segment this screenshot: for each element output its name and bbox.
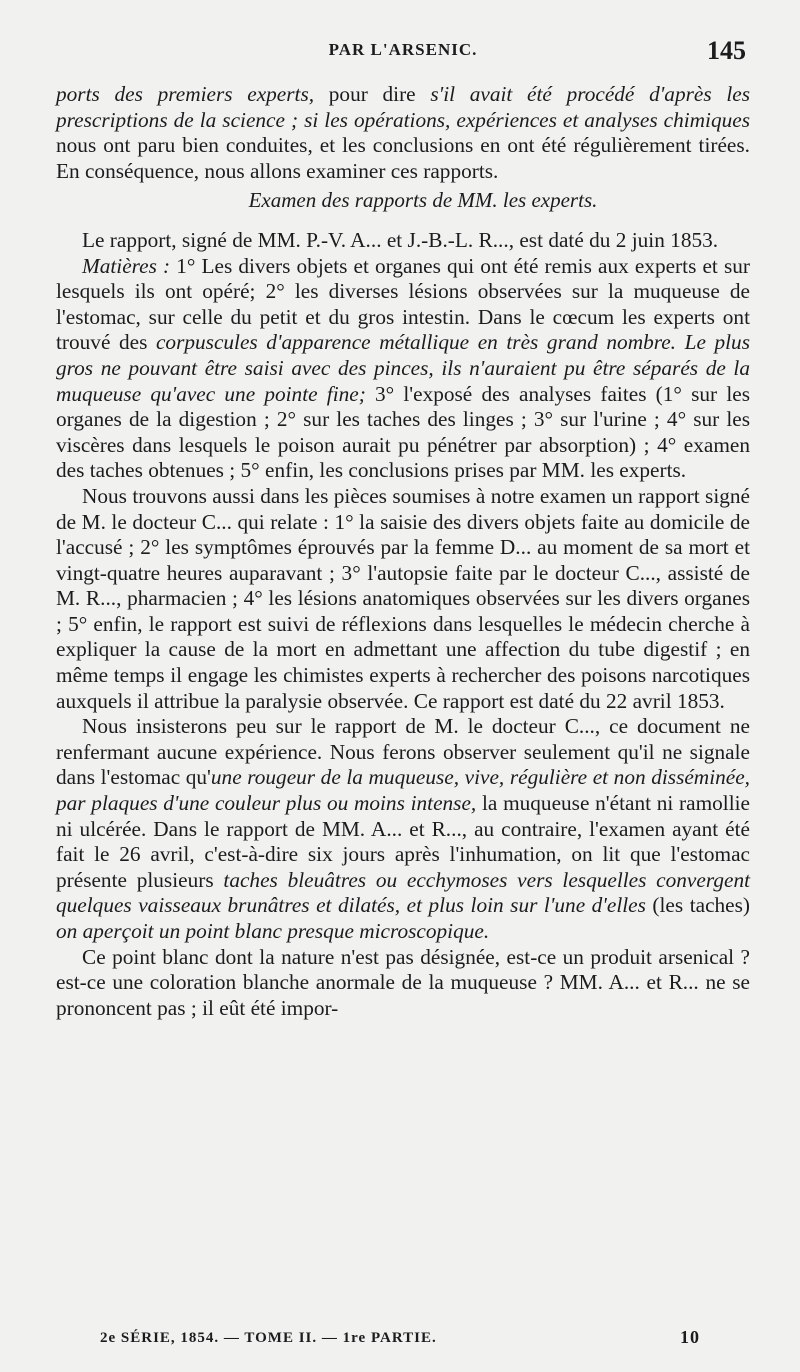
- italic-text-segment: taches bleuâtres ou ecchymoses vers lesquelles convergent quelques vaisseaux brunâtres et dilatés, et plus loin sur l'une d'elles: [56, 867, 751, 918]
- text-segment: Nous trouvons aussi dans les pièces soumises à notre examen un rapport signé de M. le docteur C... qui relate : 1° la saisie des divers objets faite au domicile de l'accusé ; 2° les symptômes éprouvés par la femme D... au moment de sa mort et vingt-quatre heures auparavant ; 3° l'autopsie faite par le docteur C..., assisté de M. R..., pharmacien ; 4° les lésions anatomiques observées sur les divers organes ; 5° enfin, le rapport est suivi de réflexions dans lesquelles le médecin cherche à expliquer la cause de la mort en admettant une affection du tube digestif ; en même temps il engage les chimistes experts à rechercher des poisons narcotiques auxquels il attribue la paralysie observée. Ce rapport est daté du 22 avril 1853.: [56, 483, 750, 713]
- running-title: PAR L'ARSENIC.: [328, 40, 478, 59]
- paragraph: [56, 228, 750, 254]
- text-segment: nous ont paru bien conduites, et les conclusions en ont été régulièrement tirées. En conséquence, nous allons examiner ces rapports.: [56, 133, 750, 183]
- main-paragraphs: [56, 228, 750, 1021]
- italic-text-segment: ports des premiers experts,: [56, 82, 315, 106]
- paragraph: [56, 484, 750, 714]
- opening-paragraphs: [56, 82, 750, 184]
- text-segment: Le rapport, signé de MM. P.-V. A... et J.-B.-L. R..., est daté du 2 juin 1853.: [82, 227, 719, 252]
- section-heading: Examen des rapports de MM. les experts.: [248, 188, 598, 213]
- paragraph: [56, 945, 750, 1022]
- italic-text-segment: une rougeur de la muqueuse, vive, régulière et non disséminée, par plaques d'une couleur plus ou moins intense,: [56, 765, 750, 816]
- italic-text-segment: s'il avait été procédé d'après les prescriptions de la science ; si les opérations, expériences et analyses chimiques: [56, 82, 750, 132]
- italic-text-segment: on aperçoit un point blanc presque microscopique.: [56, 919, 490, 943]
- printer-signature: 2e SÉRIE, 1854. — TOME II. — 1re PARTIE.: [100, 1330, 437, 1346]
- italic-text-segment: Matières :: [82, 253, 171, 278]
- text-segment: 3° l'exposé des analyses faites (1° sur les organes de la digestion ; 2° sur les taches des linges ; 3° sur l'urine ; 4° sur les viscères dans lesquels le poison aurait pu pénétrer par absorption) ; 4° examen des taches obtenues ; 5° enfin, les conclusions prises par MM. les experts.: [56, 381, 750, 483]
- text-segment: la muqueuse n'étant ni ramollie ni ulcérée. Dans le rapport de MM. A... et R..., au contraire, l'examen ayant été fait le 26 avril, c'est-à-dire six jours après l'inhumation, on lit que l'estomac présente plusieurs: [56, 791, 750, 892]
- paragraph: [56, 714, 750, 944]
- text-segment: Nous insisterons peu sur le rapport de M. le docteur C..., ce document ne renfermant aucune expérience. Nous ferons observer seulement qu'il ne signale dans l'estomac qu': [56, 714, 750, 790]
- italic-text-segment: corpuscules d'apparence métallique en très grand nombre. Le plus gros ne pouvant être saisi avec des pinces, ils n'auraient pu être séparés de la muqueuse qu'avec une pointe fine;: [56, 330, 750, 406]
- text-segment: pour dire: [314, 82, 431, 106]
- signature-folio: 10: [680, 1327, 700, 1347]
- page-number: 145: [707, 36, 746, 65]
- text-segment: Ce point blanc dont la nature n'est pas désignée, est-ce un produit arsenical ? est-ce une coloration blanche anormale de la muqueuse ? MM. A... et R... ne se prononcent pas ; il eût été impor-: [56, 944, 750, 1020]
- body-text: [56, 82, 750, 1021]
- paragraph: [56, 254, 750, 484]
- page-header: [56, 36, 750, 70]
- text-segment: 1° Les divers objets et organes qui ont été remis aux experts et sur lesquels ils ont opéré; 2° les diverses lésions observées sur la muqueuse de l'estomac, sur celle du petit et du gros intestin. Dans le cœcum les experts ont trouvé des: [56, 253, 750, 355]
- paragraph: [56, 82, 750, 184]
- text-segment: (les taches): [645, 893, 750, 918]
